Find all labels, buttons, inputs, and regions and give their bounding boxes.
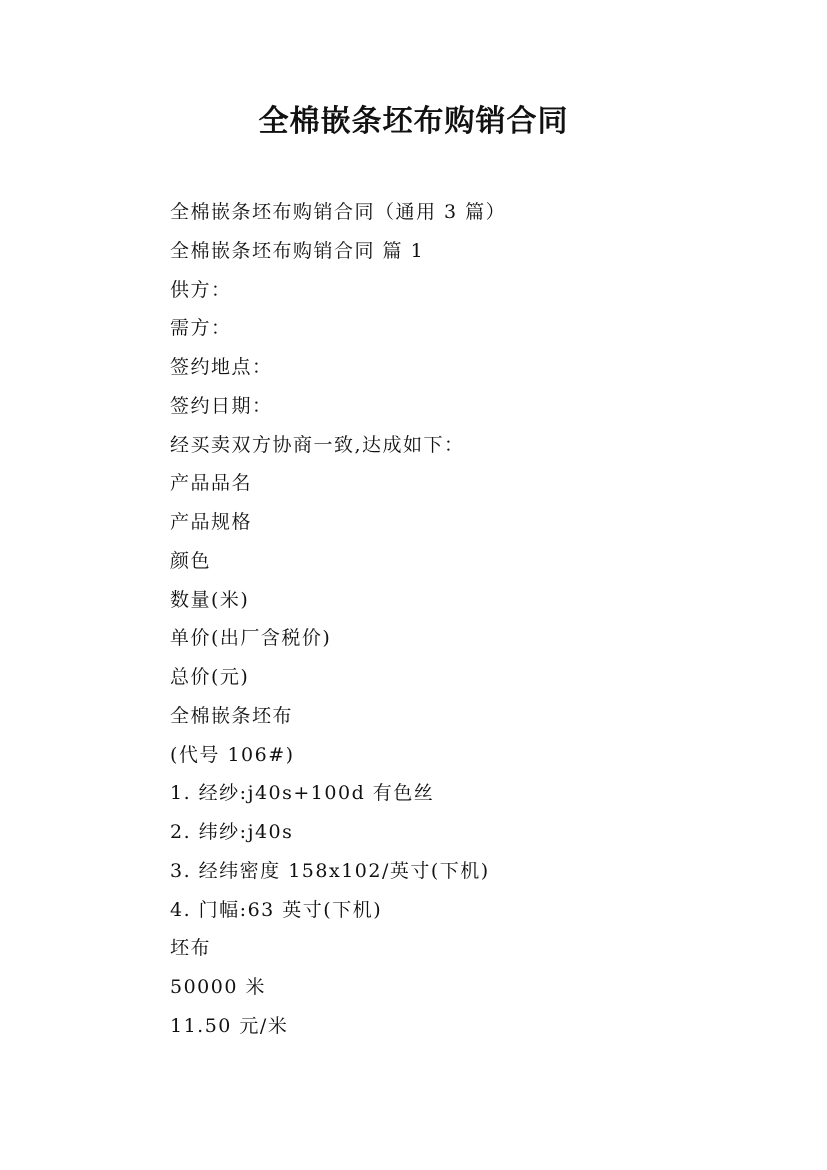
total-price-label: 总价(元) xyxy=(170,666,250,688)
subtitle-line: 全棉嵌条坯布购销合同（通用 3 篇） xyxy=(170,201,507,223)
signing-location-field: 签约地点： xyxy=(170,356,273,378)
color-label: 颜色 xyxy=(170,549,212,572)
product-name-value: 全棉嵌条坯布 xyxy=(170,704,294,727)
spec-warp-yarn: 1. 经纱:j40s+100d 有色丝 xyxy=(170,782,435,805)
supplier-field: 供方： xyxy=(170,278,232,301)
spec-density: 3. 经纬密度 158x102/英寸(下机) xyxy=(170,859,490,882)
signing-date-field: 签约日期： xyxy=(170,394,273,417)
quantity-value: 50000 米 xyxy=(170,976,266,998)
document-body xyxy=(170,193,790,1046)
section-heading: 全棉嵌条坯布购销合同 篇 1 xyxy=(170,239,425,262)
document-title: 全棉嵌条坯布购销合同 xyxy=(258,104,569,139)
unit-price-value: 11.50 元/米 xyxy=(170,1014,289,1037)
agreement-intro: 经买卖双方协商一致,达成如下： xyxy=(170,433,465,456)
product-code: (代号 106#) xyxy=(170,743,295,766)
spec-width: 4. 门幅:63 英寸(下机) xyxy=(170,898,383,921)
color-value: 坯布 xyxy=(170,937,212,960)
product-spec-label: 产品规格 xyxy=(170,511,253,533)
buyer-field: 需方： xyxy=(170,317,232,340)
quantity-label: 数量(米) xyxy=(170,588,250,611)
spec-weft-yarn: 2. 纬纱:j40s xyxy=(170,821,294,843)
unit-price-label: 单价(出厂含税价) xyxy=(170,627,332,650)
product-name-label: 产品品名 xyxy=(170,472,253,495)
